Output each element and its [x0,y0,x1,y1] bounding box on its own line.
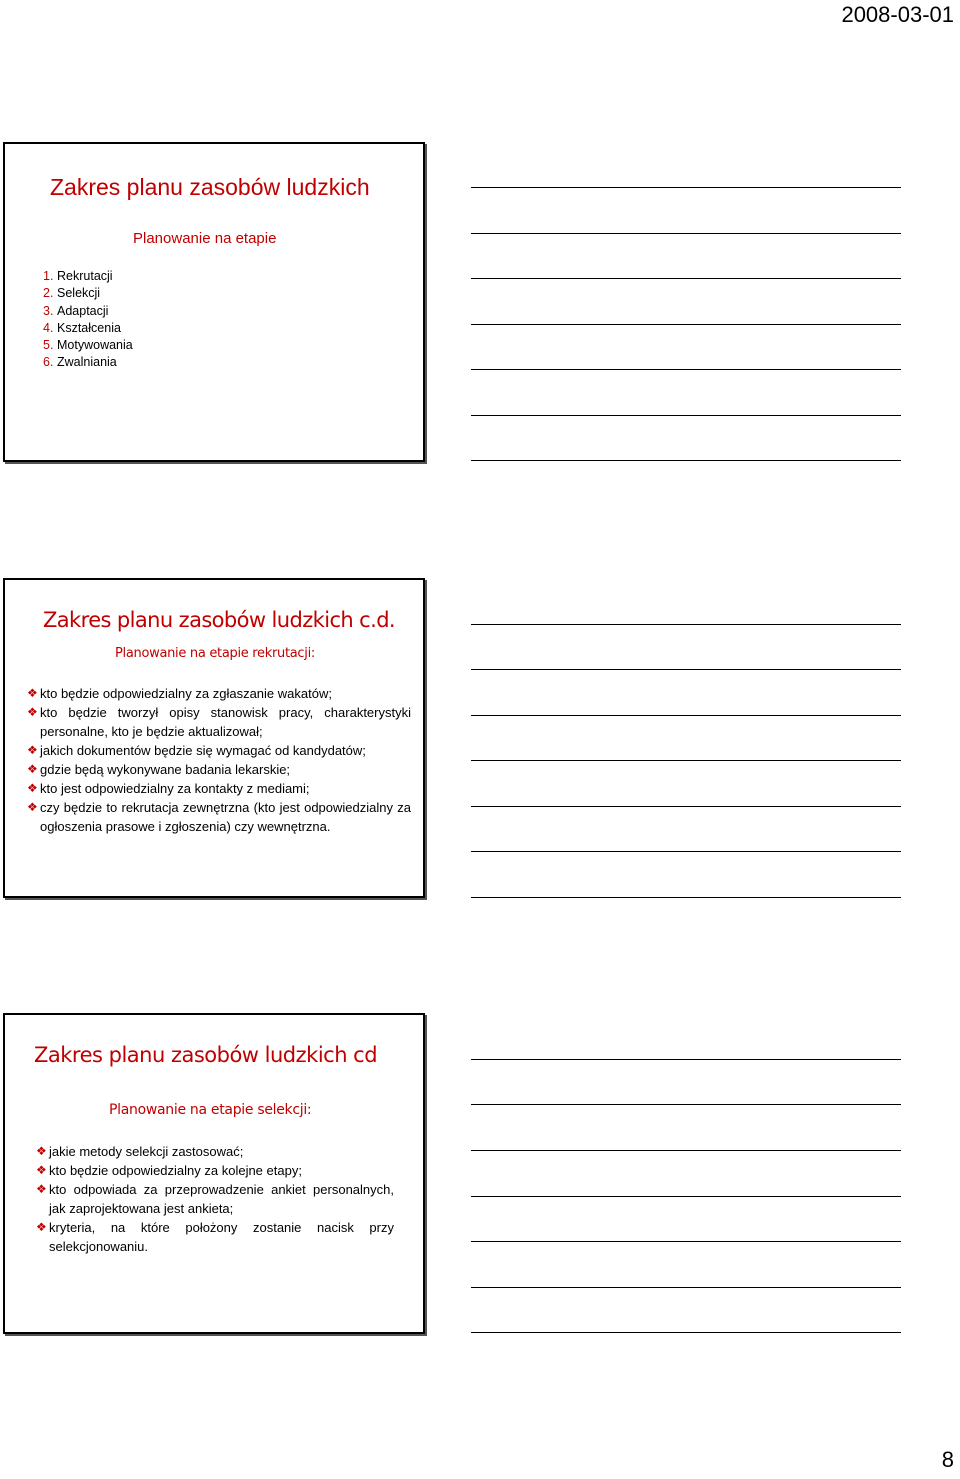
bullet-list [38,1142,394,1256]
list-item: 1. Rekrutacji [43,269,113,283]
slide-title: Zakres planu zasobów ludzkich cd [34,1043,378,1067]
list-item: 5. Motywowania [43,338,133,353]
list-item: ❖ gdzie będą wykonywane badania lekarskie; [27,762,291,777]
print-date: 2008-03-01 [841,2,954,27]
note-line [471,1150,901,1151]
bullet-list [29,684,411,836]
diamond-bullet-icon: ❖ [36,1144,47,1158]
note-line [471,1332,901,1333]
note-line [471,715,901,716]
list-item: ❖ kto jest odpowiedzialny za kontakty z mediami; [27,781,310,796]
list-item: ❖ czy będzie to rekrutacja zewnętrzna (kto jest odpowiedzialny za ogłoszenia prasowe i zgłoszenia) czy wewnętrzna. [27,800,411,834]
slide-3 [3,1013,425,1334]
list-item: ❖ jakie metody selekcji zastosować; [36,1144,244,1159]
page-number: 8 [941,1447,954,1472]
note-line [471,1287,901,1288]
note-line [471,278,901,279]
note-line [471,415,901,416]
diamond-bullet-icon: ❖ [27,686,38,700]
slide-subtitle: Planowanie na etapie [133,230,277,247]
list-item: ❖ kto odpowiada za przeprowadzenie ankiet personalnych, jak zaprojektowana jest ankieta; [36,1182,394,1216]
slide-2 [3,578,425,898]
note-line [471,187,901,188]
diamond-bullet-icon: ❖ [27,762,38,776]
note-line [471,806,901,807]
note-line [471,1241,901,1242]
note-line [471,1104,901,1105]
note-line [471,369,901,370]
list-item: ❖ kryteria, na które położony zostanie nacisk przy selekcjonowaniu. [36,1220,394,1254]
list-item: ❖ kto będzie odpowiedzialny za zgłaszanie wakatów; [27,686,332,701]
list-item: 6. Zwalniania [43,355,117,370]
note-line [471,1059,901,1060]
list-item: ❖ kto będzie tworzył opisy stanowisk pracy, charakterystyki personalne, kto je będzie aktualizował; [27,705,411,739]
slide-title: Zakres planu zasobów ludzkich c.d. [43,608,396,632]
list-item: ❖ kto będzie odpowiedzialny za kolejne etapy; [36,1163,302,1178]
diamond-bullet-icon: ❖ [27,743,38,757]
list-item: 3. Adaptacji [43,303,109,318]
note-line [471,233,901,234]
slide-1 [3,142,425,462]
diamond-bullet-icon: ❖ [36,1182,47,1196]
diamond-bullet-icon: ❖ [36,1220,47,1234]
diamond-bullet-icon: ❖ [36,1163,47,1177]
diamond-bullet-icon: ❖ [27,781,38,795]
note-line [471,669,901,670]
slide-subtitle: Planowanie na etapie rekrutacji: [115,646,315,661]
list-item: ❖ jakich dokumentów będzie się wymagać od kandydatów; [27,743,366,758]
note-line [471,760,901,761]
note-line [471,897,901,898]
numbered-list [43,268,133,372]
slide-subtitle: Planowanie na etapie selekcji: [109,1102,312,1118]
diamond-bullet-icon: ❖ [27,800,38,814]
note-line [471,1196,901,1197]
list-item: 2. Selekcji [43,286,101,301]
note-line [471,624,901,625]
note-line [471,851,901,852]
note-line [471,460,901,461]
note-line [471,324,901,325]
diamond-bullet-icon: ❖ [27,705,38,719]
slide-title: Zakres planu zasobów ludzkich [50,174,370,200]
list-item: 4. Kształcenia [43,320,121,335]
